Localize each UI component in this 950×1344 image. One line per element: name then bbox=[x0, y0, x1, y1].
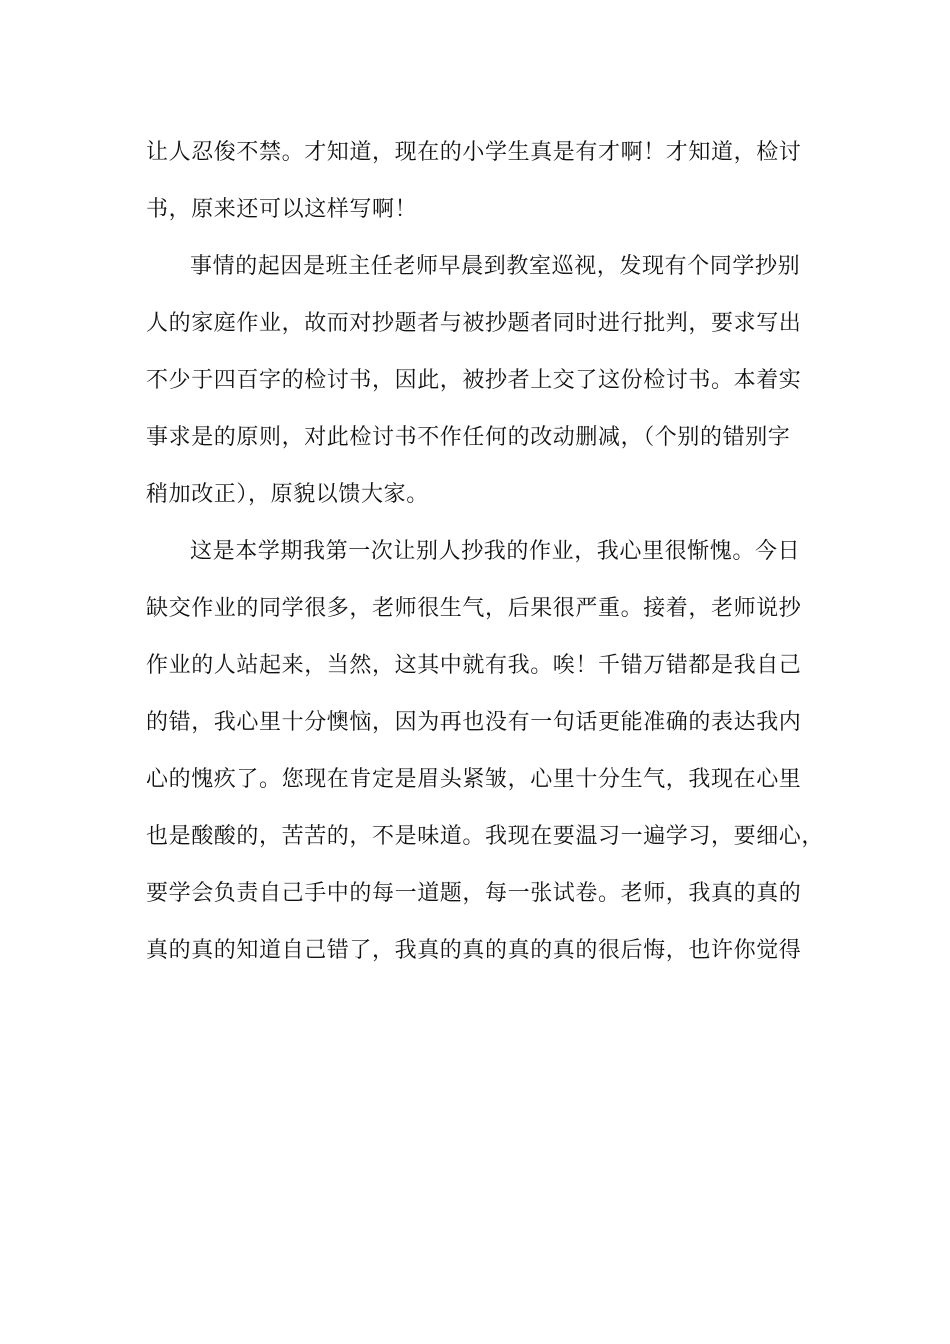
text-line: 不少于四百字的检讨书，因此，被抄者上交了这份检讨书。本着实 bbox=[146, 368, 802, 393]
text-line: 人的家庭作业，故而对抄题者与被抄题者同时进行批判，要求写出 bbox=[146, 311, 802, 336]
text-line: 也是酸酸的，苦苦的，不是味道。我现在要温习一遍学习，要细心， bbox=[146, 824, 825, 849]
text-line: 心的愧疚了。您现在肯定是眉头紧皱，心里十分生气，我现在心里 bbox=[146, 767, 802, 792]
text-line: 要学会负责自己手中的每一道题，每一张试卷。老师，我真的真的 bbox=[146, 881, 802, 906]
paragraph-first-line: 这是本学期我第一次让别人抄我的作业，我心里很惭愧。今日 bbox=[190, 539, 801, 564]
text-line: 的错，我心里十分懊恼，因为再也没有一句话更能准确的表达我内 bbox=[146, 710, 802, 735]
paragraph-first-line: 事情的起因是班主任老师早晨到教室巡视，发现有个同学抄别 bbox=[190, 254, 801, 279]
text-line: 缺交作业的同学很多，老师很生气，后果很严重。接着，老师说抄 bbox=[146, 596, 802, 621]
text-line: 让人忍俊不禁。才知道，现在的小学生真是有才啊！才知道，检讨 bbox=[146, 140, 802, 165]
text-line: 书，原来还可以这样写啊！ bbox=[146, 197, 418, 222]
text-line: 真的真的知道自己错了，我真的真的真的真的很后悔，也许你觉得 bbox=[146, 938, 802, 963]
text-line: 事求是的原则，对此检讨书不作任何的改动删减，（个别的错别字 bbox=[146, 425, 791, 450]
text-line: 稍加改正），原貌以馈大家。 bbox=[146, 482, 429, 507]
text-line: 作业的人站起来，当然，这其中就有我。唉！千错万错都是我自己 bbox=[146, 653, 802, 678]
document-body bbox=[146, 128, 825, 983]
